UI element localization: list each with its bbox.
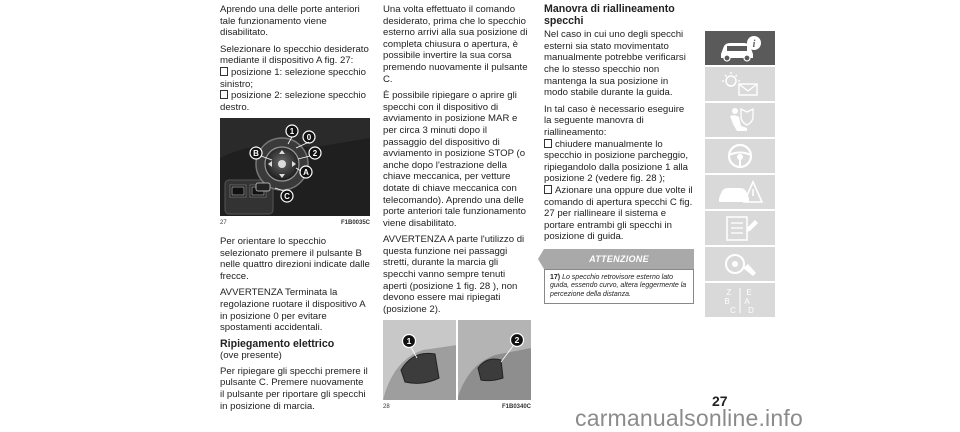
tab-technical-data[interactable]	[705, 247, 775, 281]
watermark: carmanualsonline.info	[575, 405, 803, 431]
paragraph: AVVERTENZA A parte l'utilizzo di questa funzione nei passaggi stretti, durante la marcia gli specchi vanno sempre tenuti aperti (posizione 1 fig. 28 ), non devono essere mai ripiegati (posizione 2).	[383, 234, 525, 315]
index-letter: C	[730, 306, 736, 314]
callout-label-b: B	[253, 149, 259, 159]
callout-label-2: 2	[514, 335, 520, 346]
warning-box	[544, 269, 694, 304]
index-letters-icon	[717, 286, 763, 314]
section-heading: Manovra di riallineamento specchi	[544, 3, 675, 27]
callout-label-a: A	[303, 168, 309, 178]
paragraph: Nel caso in cui uno degli specchi esterni sia stato movimentato manualmente potrebbe verificarsi che lo stesso specchio non mantenga la sua posizione in modo stabile durante la guida.	[544, 29, 686, 99]
tab-safety[interactable]	[705, 103, 775, 137]
warning-lights-icon	[717, 70, 763, 98]
index-letter: A	[744, 297, 750, 306]
section-subheading: (ove presente)	[220, 350, 282, 362]
section-heading: Ripiegamento elettrico	[220, 337, 335, 350]
paragraph: Per orientare lo specchio selezionato premere il pulsante B nelle quattro direzioni indicate dalle frecce.	[220, 235, 370, 282]
technical-data-icon	[717, 250, 763, 278]
bullet-item: chiudere manualmente lo specchio in posizione parcheggio, ripiegandolo dalla posizione 1 alla posizione 2 (vedere fig. 28 );	[544, 138, 689, 185]
car-breakdown-icon	[717, 178, 763, 206]
warning-header: ATTENZIONE	[544, 249, 694, 269]
tab-warning-lights[interactable]	[705, 67, 775, 101]
mirror-folding-illustration	[383, 320, 531, 400]
bullet-item: posizione 1: selezione specchio sinistro;	[220, 66, 366, 90]
figure-number: 27	[220, 220, 227, 227]
paragraph: Aprendo una delle porte anteriori tale funzionamento viene disabilitato.	[220, 4, 360, 39]
bullet-item: posizione 2: selezione specchio destro.	[220, 90, 366, 113]
checkbox-bullet-icon	[220, 67, 228, 76]
paragraph: Una volta effettuato il comando desiderato, prima che lo specchio esterno arrivi alla sua posizione di completa chiusura o apertura, è possibile invertire la sua corsa premendo nuovamente il pulsante C.	[383, 4, 528, 85]
column-3	[544, 4, 694, 304]
column-2	[383, 4, 531, 420]
figure-28-mirror-folding	[383, 320, 531, 400]
paragraph: È possibile ripiegare o aprire gli specchi con il dispositivo di avviamento in posizione MAR e per circa 3 minuti dopo il passaggio del dispositivo di avviamento in posizione STOP (o anche dopo l'estrazione della chiave meccanica, per vetture dotate di chiave meccanica con telecomando). Aprendo una delle porte anteriori tale funzionamento viene disabilitato.	[383, 90, 526, 229]
figure-code: F1B0035C	[340, 220, 370, 227]
index-letter: E	[746, 288, 752, 297]
car-info-icon	[717, 34, 763, 62]
chapter-tabs-sidebar	[705, 31, 775, 319]
page-number: 27	[712, 393, 728, 409]
tab-emergency[interactable]	[705, 175, 775, 209]
tab-driving[interactable]	[705, 139, 775, 173]
column-1	[220, 4, 370, 417]
figure-code: F1B0340C	[501, 404, 531, 411]
paragraph: In tal caso è necessario eseguire la seguente manovra di riallineamento:	[544, 103, 685, 138]
steering-wheel-icon	[717, 142, 763, 170]
figure-27-mirror-control	[220, 118, 370, 216]
figure-number: 28	[383, 404, 390, 411]
bullet-item: Azionare una oppure due volte il comando di apertura specchi C fig. 27 per riallineare il sistema e portare entrambi gli specchi in posizione di guida.	[544, 184, 693, 243]
tab-index[interactable]	[705, 283, 775, 317]
warning-text: Lo specchio retrovisore esterno lato guida, essendo curvo, altera leggermente la percezione della distanza.	[550, 273, 687, 298]
callout-label-1: 1	[406, 336, 412, 347]
safety-seat-icon	[717, 106, 763, 134]
callout-label-1: 1	[289, 127, 295, 137]
tab-car-info[interactable]	[705, 31, 775, 65]
paragraph: Per ripiegare gli specchi premere il pulsante C. Premere nuovamente il pulsante per riportare gli specchi in posizione di marcia.	[220, 365, 368, 412]
maintenance-checklist-icon	[717, 214, 763, 242]
tab-maintenance[interactable]	[705, 211, 775, 245]
callout-label-2: 2	[312, 149, 318, 159]
callout-label-c: C	[284, 192, 290, 202]
mirror-control-illustration	[220, 118, 370, 216]
checkbox-bullet-icon	[544, 185, 552, 194]
svg-text:i: i	[752, 39, 756, 50]
figure-caption	[220, 218, 370, 230]
callout-label-0: 0	[306, 133, 312, 143]
figure-caption	[383, 402, 531, 414]
paragraph: Selezionare lo specchio desiderato mediante il dispositivo A fig. 27:	[220, 43, 369, 67]
checkbox-bullet-icon	[544, 139, 552, 148]
index-letter: B	[724, 297, 730, 306]
index-letter: D	[748, 306, 754, 314]
paragraph: AVVERTENZA Terminata la regolazione ruotare il dispositivo A in posizione 0 per evitare spostamenti accidentali.	[220, 287, 366, 334]
checkbox-bullet-icon	[220, 90, 228, 99]
index-letter: Z	[726, 288, 732, 297]
warning-number: 17)	[550, 273, 561, 281]
